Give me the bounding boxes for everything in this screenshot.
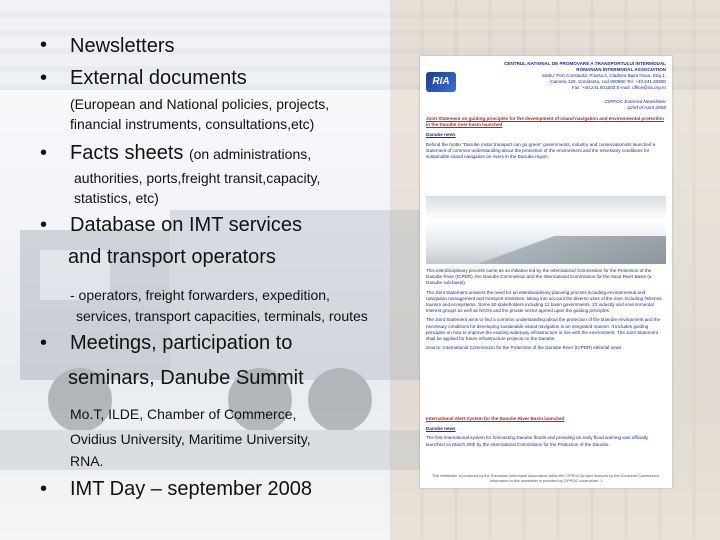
article-1 — [426, 116, 666, 160]
facts-sheets-detail: statistics, etc) — [74, 190, 159, 206]
newsletters-item: Newsletters — [70, 35, 175, 57]
database-detail: services, transport capacities, terminals, routes — [76, 308, 368, 324]
article-1-continued — [426, 268, 666, 351]
meetings-item: Meetings, participation to — [70, 332, 293, 354]
header-line: CENTRUL NATIONAL DE PROMOVARE A TRANSPORTULUI INTERMODAL — [504, 61, 666, 66]
header-line: Sediu: Port Constanta, Poarta 2, Cladirea Baza Noua, Etaj 1, — [541, 73, 666, 78]
header-line: Fax: +40.241.601503 E-mail: office@ria.org.ro — [571, 85, 666, 90]
facts-sheets-item — [70, 142, 311, 165]
database-item: Database on IMT services — [70, 214, 302, 236]
photo-shore — [426, 236, 666, 264]
article-paragraph: Source: International Commission for the Protection of the Danube River (ICPDR) editorial news. — [426, 345, 623, 351]
meetings-detail: RNA. — [70, 453, 104, 469]
meetings-detail: Mo.T, ILDE, Chamber of Commerce, — [70, 406, 297, 422]
article-paragraph: This interdisciplinary process came as an initiative led by the International Commission for the Protection of the Danube River (ICPDR), the Danube Commission and the International Commission for the Sava River Basin (a Danube sub-basin). — [426, 268, 652, 286]
bullet-marker: • — [40, 142, 48, 164]
article-source: Danube news — [426, 132, 456, 138]
bullet-marker: • — [40, 34, 48, 56]
header-line: Camera 128, Constanta, cod 900900 Tel: +40.241.60800 — [550, 79, 666, 84]
page-number: 1 — [600, 478, 603, 483]
bullet-marker: • — [40, 214, 48, 236]
header-line: ROMANIAN INTERMODAL ASSOCIATION — [576, 67, 666, 72]
meetings-detail: Ovidius University, Maritime University, — [70, 431, 311, 447]
newsletter-header — [460, 61, 666, 91]
article-paragraph: Behind the motto "Danube motor transport can go green" governments, industry and conservationists launched a statement of common understanding about the protection of the environment and the necessary conditions for sustainable inland navigation on rivers in the Danube region. — [426, 141, 656, 160]
database-detail: - operators, freight forwarders, expedition, — [70, 287, 330, 303]
edition-date: 22nd of April 2008 — [627, 106, 666, 111]
facts-sheets-inline-detail: (on administrations, — [188, 146, 312, 162]
facts-sheets-detail: authorities, ports,freight transit,capacity, — [74, 170, 321, 186]
ria-logo: RIA — [426, 72, 456, 92]
article-headline: International Alert System for the Danube River Basin launched — [426, 416, 565, 421]
newsletter-footer — [426, 474, 666, 484]
external-documents-item: External documents — [70, 67, 247, 89]
article-source: Danube news — [426, 426, 456, 432]
bullet-marker: • — [40, 67, 48, 89]
article-2 — [426, 416, 666, 448]
external-documents-detail: financial instruments, consultations,etc) — [70, 116, 315, 132]
database-item-line2: and transport operators — [68, 246, 276, 268]
article-paragraph: The Joint Statement aims to find a common understanding about the protection of the Danube environment and the necessary conditions for developing sustainable inland navigation in an integrated manner. It includes guiding principles on how to improve the existing waterway infrastructure in line with the environment. The Joint Statement shall be applied for future infrastructure projects on the Danube. — [426, 317, 661, 342]
article-photo — [426, 196, 666, 264]
imt-day-item: IMT Day – september 2008 — [70, 478, 312, 500]
article-headline: Joint Statement on guiding principles for the development of inland navigation and environmental protection in the Danube river basin launched — [426, 116, 664, 128]
article-paragraph: The first international system for forecasting Danube floods and providing an early flood warning was officially launched on March 20th by the International Commission for the Protection of the Danube. — [426, 435, 649, 447]
newsletter-edition — [520, 100, 666, 112]
bullet-marker: • — [40, 332, 48, 354]
newsletter-document — [420, 56, 672, 488]
footer-text: This newsletter is produced by the Romanian Intermodal Association within the CIPROC project financed by the European Commission. Information in this newsletter is provided by CIPROC consortium. — [432, 474, 660, 483]
edition-title: CIPROC External Newsletter — [604, 100, 666, 105]
external-documents-detail: (European and National policies, projects, — [70, 96, 330, 112]
bullet-marker: • — [40, 478, 48, 500]
meetings-item-line2: seminars, Danube Summit — [68, 367, 304, 389]
article-paragraph: The Joint Statement answers the need for an interdisciplinary planning process including environmental and navigation management and transport ministries, taking into account the diverse uses of the river, including fisheries, tourism and ecosystems. Some 50 stakeholders including 12 basin governments, 22 industry and environmental interest groups as well as NGOs and the private sector agreed upon the guiding principles. — [426, 289, 663, 314]
facts-sheets-label: Facts sheets — [70, 142, 184, 164]
